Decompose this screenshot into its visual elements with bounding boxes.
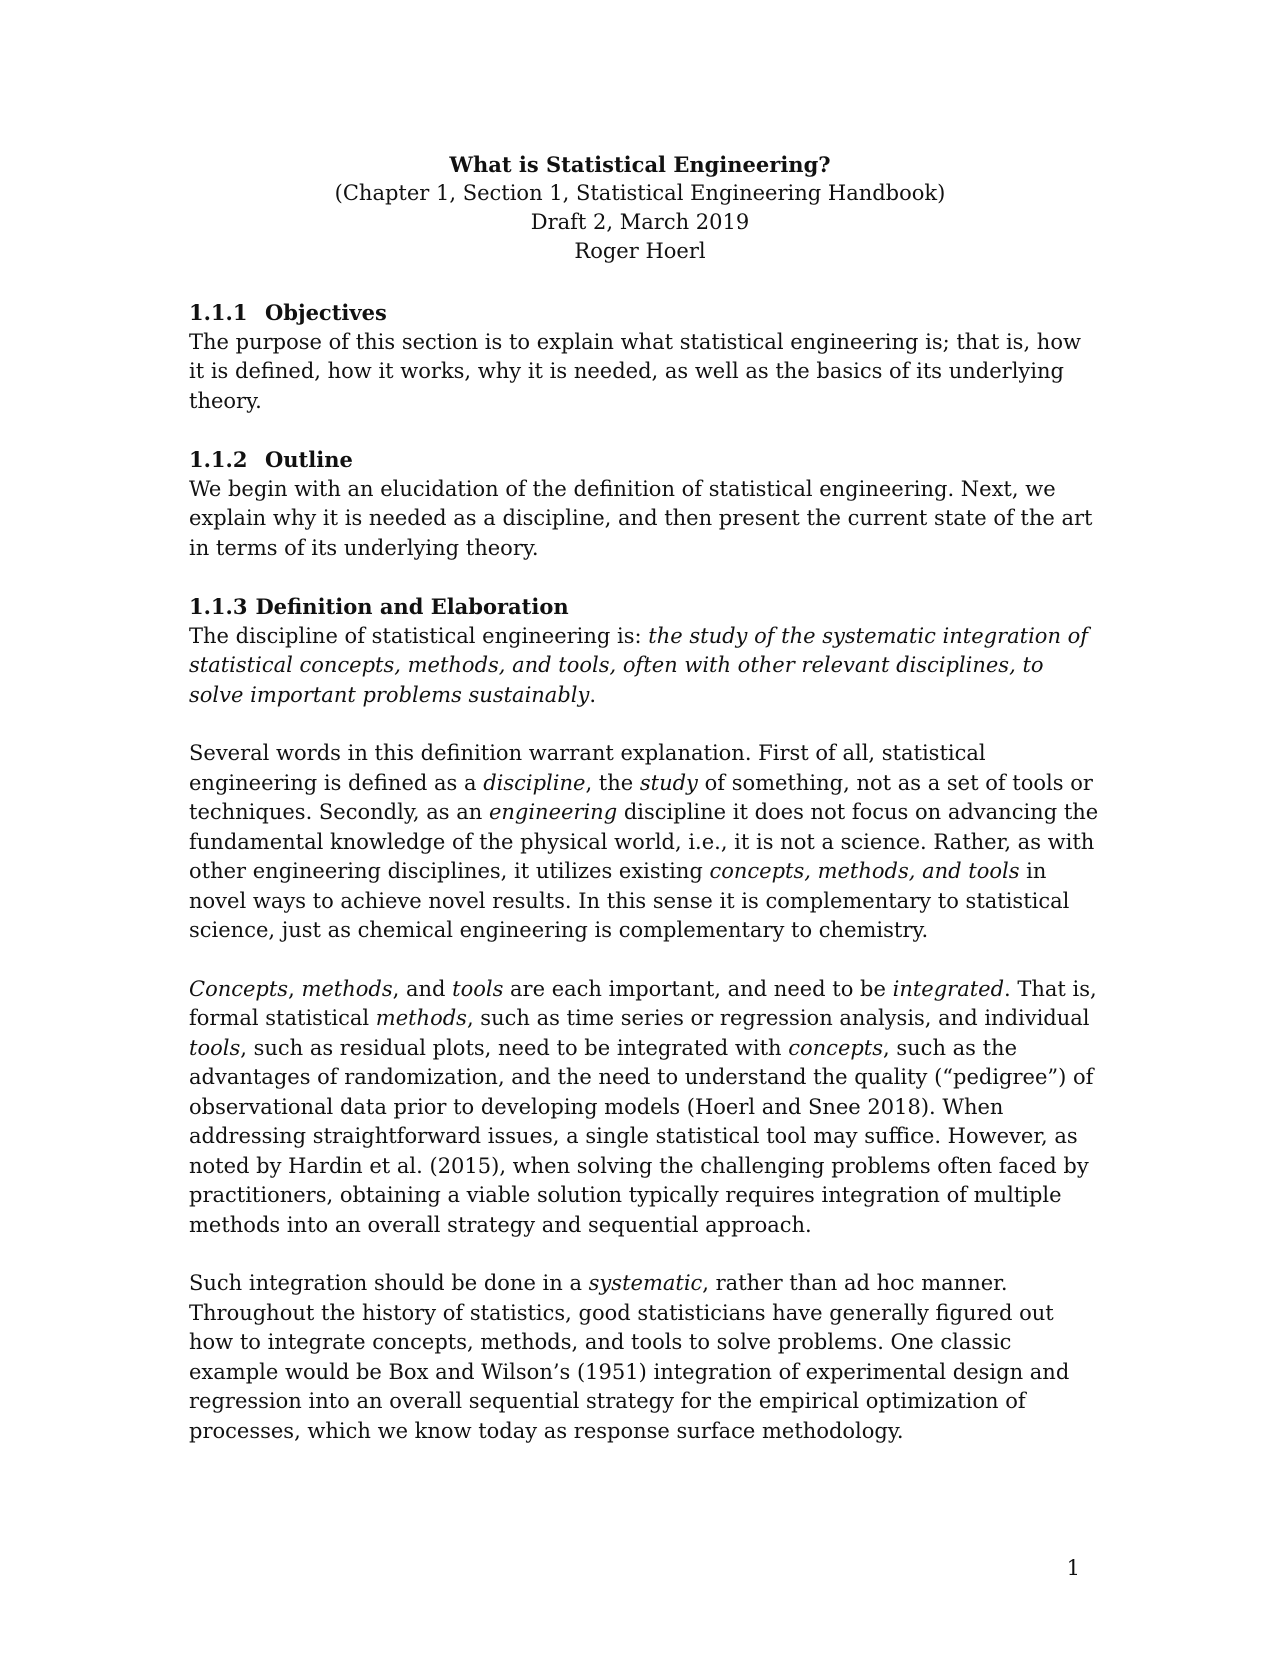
text-run: Several words in this definition warrant explanation. First of all, statistical engineering is defined as a bbox=[189, 741, 986, 795]
emphasis: discipline bbox=[483, 770, 586, 795]
text-run: , such as residual plots, need to be integrated with bbox=[240, 1035, 789, 1060]
emphasis: engineering bbox=[488, 800, 618, 824]
text-run: of something, not as a set of tools or techniques. Secondly, as an bbox=[189, 770, 1093, 824]
document-source: (Chapter 1, Section 1, Statistical Engineering Handbook) bbox=[334, 181, 946, 205]
emphasis: integrated bbox=[892, 976, 1005, 1001]
emphasis: Concepts bbox=[189, 976, 289, 1001]
text-run: , bbox=[288, 976, 302, 1001]
text-run: . bbox=[589, 682, 597, 707]
emphasis: methods bbox=[375, 1006, 467, 1030]
text-run: discipline it does not focus on advancing the fundamental knowledge of the physical world, i.e., it is not a science. Rather, as with other engineering disciplines, it utilizes existing bbox=[189, 800, 1099, 883]
page-number: 1 bbox=[1066, 1556, 1080, 1580]
emphasis: concepts bbox=[788, 1035, 884, 1060]
text-run: , such as the advantages of randomization, and the need to understand the quality (“pedigree”) of observational data prior to developing models (Hoerl and Snee 2018). When addressing straightforward issues, a single statistical tool may suffice. However, as noted by Hardin et al. (2015), when solving the challenging problems often faced by practitioners, obtaining a viable solution typically requires integration of multiple methods into an overall strategy and sequential approach. bbox=[189, 1035, 1094, 1237]
emphasis: concepts, methods, and tools bbox=[709, 859, 1020, 883]
text-run: The discipline of statistical engineering is: bbox=[189, 623, 649, 648]
section-title: Objectives bbox=[265, 300, 387, 325]
section-title: Outline bbox=[265, 447, 353, 472]
section-heading bbox=[189, 592, 1099, 622]
document-body bbox=[189, 298, 1099, 1475]
emphasis: tools bbox=[189, 1035, 241, 1060]
explanation-paragraph bbox=[189, 739, 1099, 946]
text-run: , rather than ad hoc manner. Throughout the history of statistics, good statisticians have generally figured out how to integrate concepts, methods, and tools to solve problems. One classic example would be Box and Wilson’s (1951) integration of experimental design and regression into an overall sequential strategy for the empirical optimization of processes, which we know today as response surface methodology. bbox=[189, 1271, 1070, 1443]
section-number: 1.1.1 bbox=[189, 300, 248, 325]
text-run: , such as time series or regression analysis, and individual bbox=[466, 1006, 1090, 1030]
section-objectives bbox=[189, 298, 1099, 416]
emphasis: study bbox=[639, 770, 698, 795]
emphasis: methods bbox=[301, 976, 393, 1001]
text-run: , and bbox=[392, 976, 453, 1001]
section-number: 1.1.3 bbox=[189, 594, 248, 619]
text-run: , the bbox=[585, 770, 640, 795]
document-draft: Draft 2, March 2019 bbox=[530, 210, 750, 234]
text-run: are each important, and need to be bbox=[503, 976, 893, 1001]
section-outline bbox=[189, 445, 1099, 563]
section-heading bbox=[189, 445, 1099, 475]
integration-paragraph bbox=[189, 975, 1099, 1241]
emphasis: tools bbox=[452, 976, 504, 1001]
section-paragraph: The purpose of this section is to explain what statistical engineering is; that is, how it is defined, how it works, why it is needed, as well as the basics of its underlying theory. bbox=[189, 329, 1081, 413]
definition-text: the study of the systematic integration of statistical concepts, methods, and tools, often with other relevant disciplines, to solve important problems sustainably bbox=[189, 623, 1089, 707]
title-block bbox=[0, 150, 1280, 266]
section-paragraph: We begin with an elucidation of the definition of statistical engineering. Next, we explain why it is needed as a discipline, and then present the current state of the art in terms of its underlying theory. bbox=[189, 476, 1093, 560]
emphasis: systematic bbox=[588, 1271, 703, 1295]
definition-paragraph bbox=[189, 622, 1099, 711]
text-run: . That is, formal statistical bbox=[189, 976, 1097, 1030]
text-run: in novel ways to achieve novel results. In this sense it is complementary to statistical science, just as chemical engineering is complementary to chemistry. bbox=[189, 859, 1070, 942]
section-number: 1.1.2 bbox=[189, 447, 248, 472]
section-definition bbox=[189, 592, 1099, 1446]
text-run: Such integration should be done in a bbox=[189, 1271, 589, 1295]
document-title: What is Statistical Engineering? bbox=[449, 152, 831, 177]
section-title: Definition and Elaboration bbox=[255, 594, 569, 619]
section-heading bbox=[189, 298, 1099, 328]
document-author: Roger Hoerl bbox=[574, 239, 706, 263]
systematic-paragraph bbox=[189, 1269, 1099, 1446]
